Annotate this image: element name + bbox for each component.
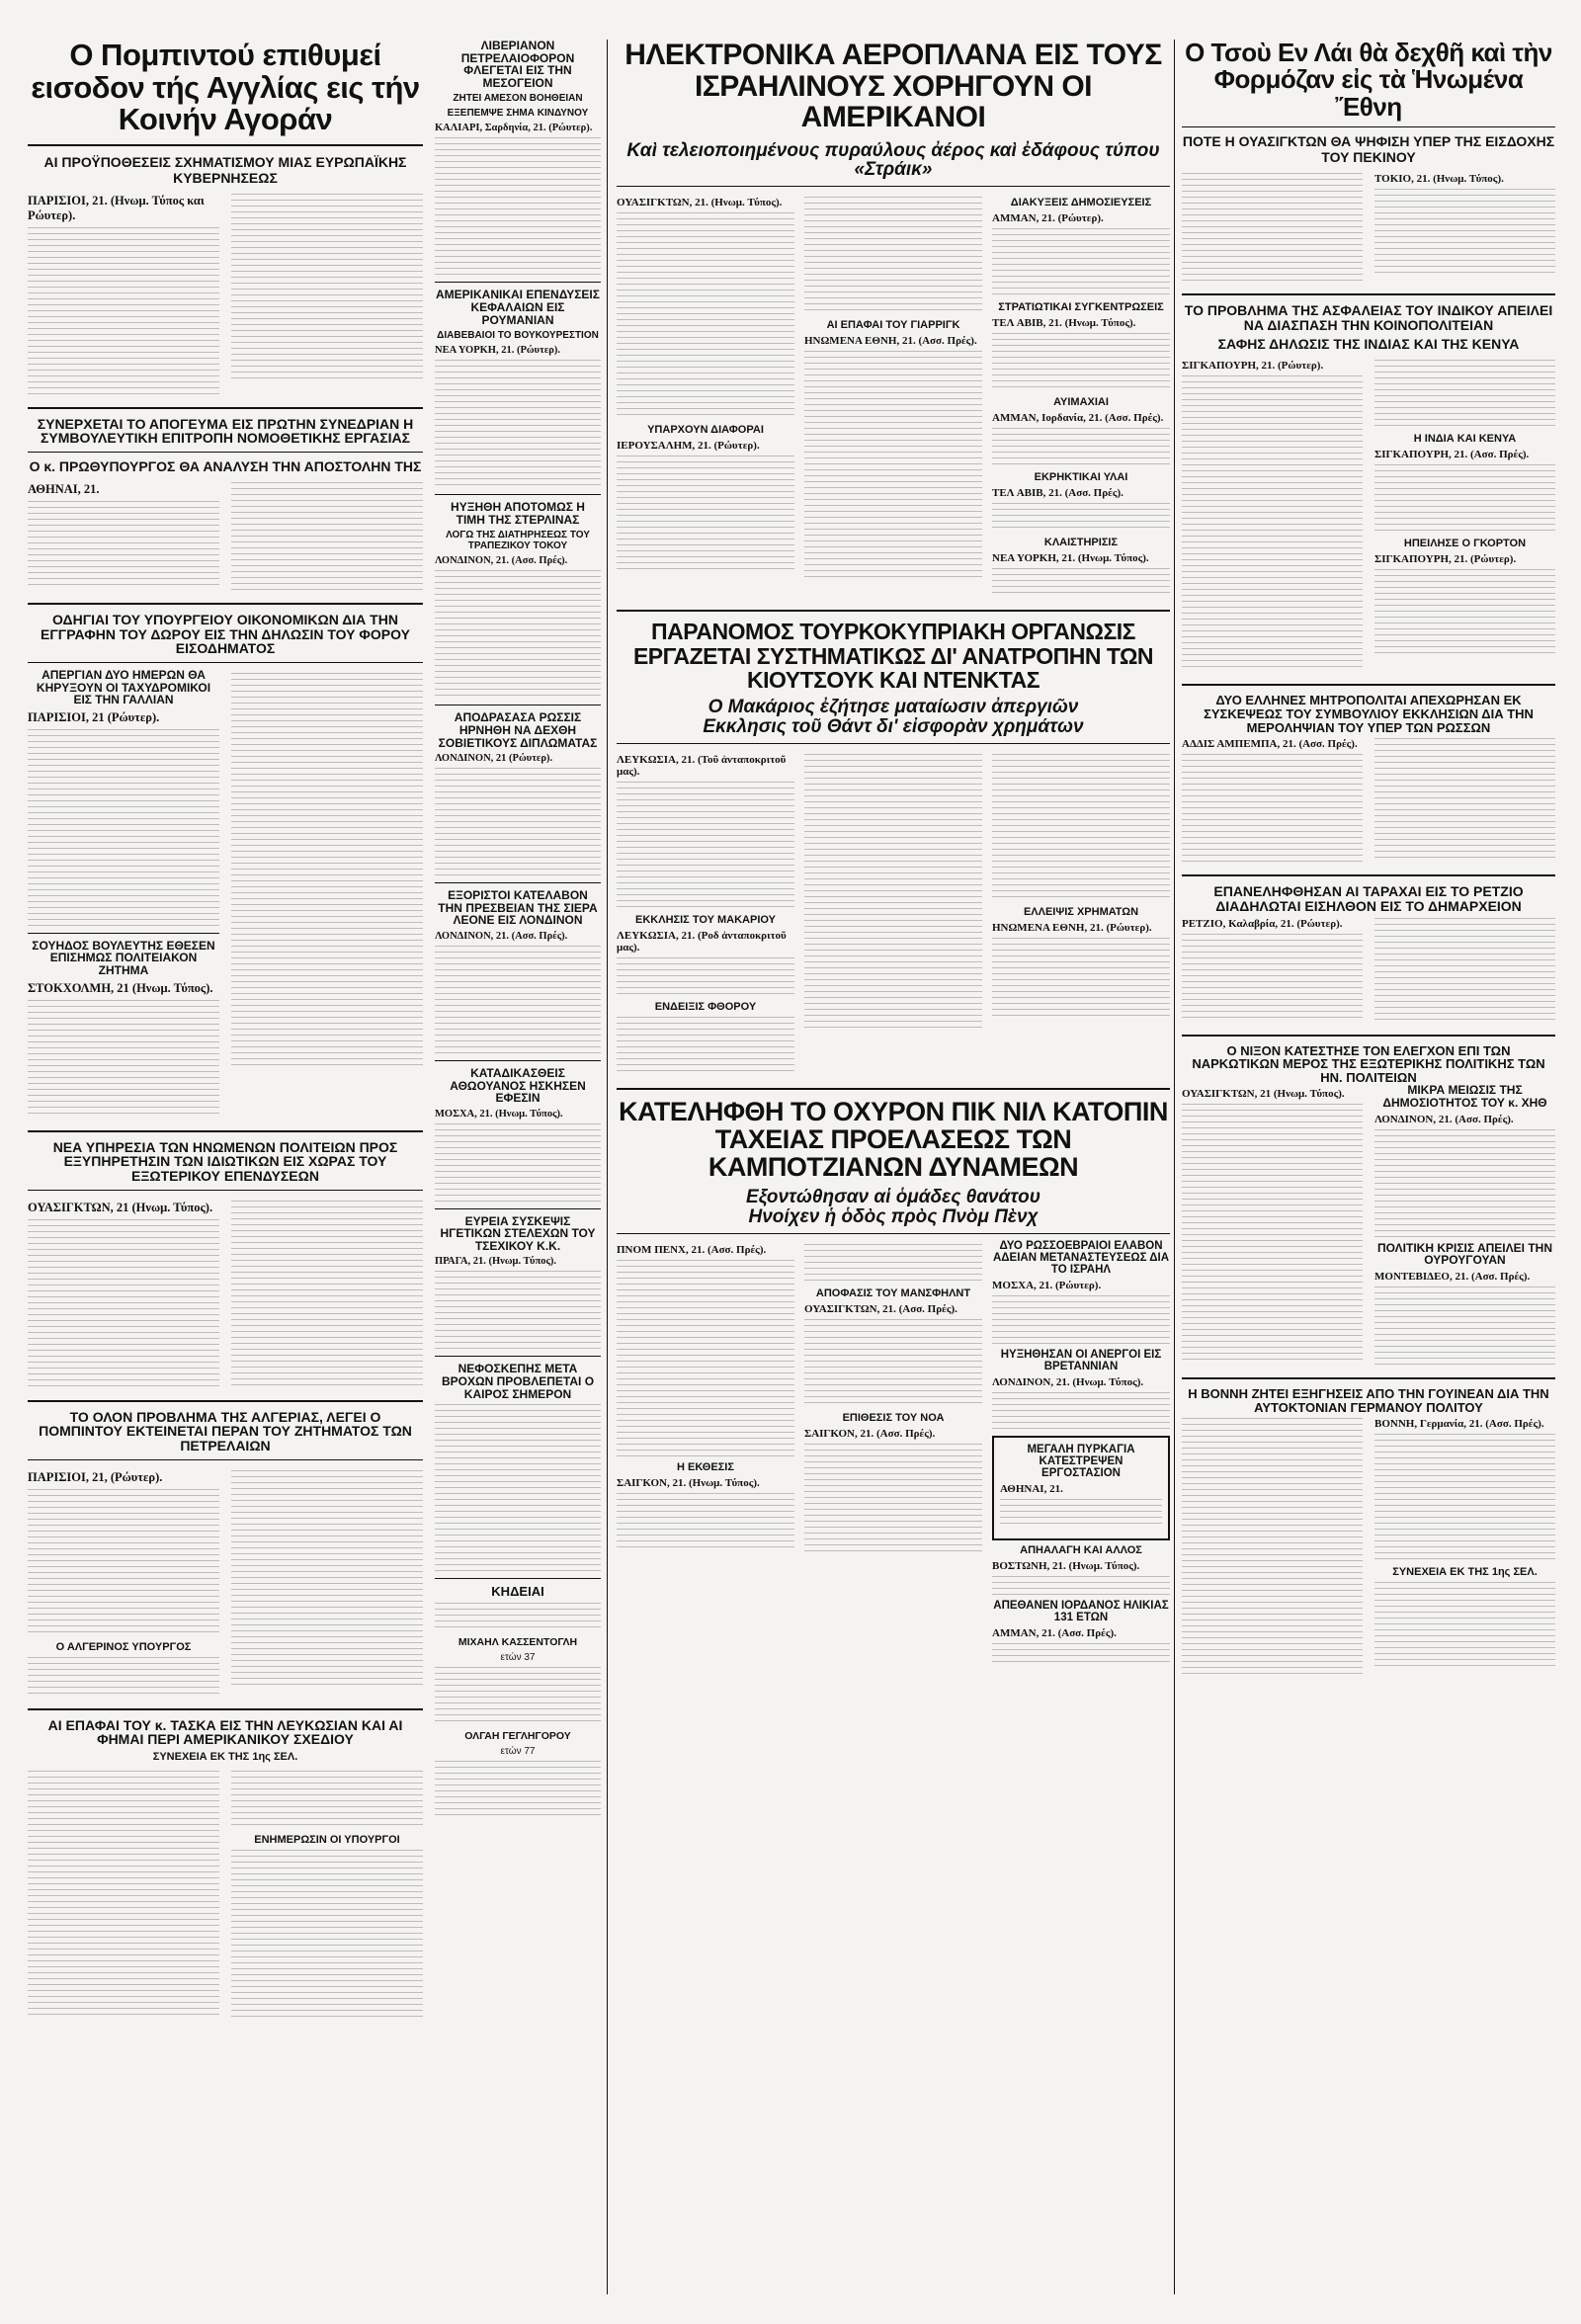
dateline: ΤΕΛ ΑΒΙΒ, 21. (Ηνωμ. Τύπος). [992,317,1136,330]
column-divider [607,40,608,2294]
article-subtitle: ΖΗΤΕΙ ΑΜΕΣΟΝ ΒΟΗΘΕΙΑΝ [453,93,583,105]
dateline: ΤΕΛ ΑΒΙΒ, 21. (Ασσ. Πρές). [992,487,1123,500]
dateline: ΣΙΓΚΑΠΟΥΡΗ, 21. (Ρώυτερ). [1374,553,1517,566]
dateline: ΟΥΑΣΙΓΚΤΩΝ, 21. (Ασσ. Πρές). [804,1302,957,1315]
side-heading: ΑΙ ΕΠΑΦΑΙ ΤΟΥ ΓΙΑΡΡΙΓΚ [826,319,960,332]
dateline: ΠΑΡΙΣΙΟΙ, 21 (Ρώυτερ). [28,709,160,724]
dateline: ΑΜΜΑΝ, 21. (Ρώυτερ). [992,212,1104,225]
article-title: ΚΑΤΑΔΙΚΑΣΘΕΙΣ ΑΘΩΟΥΑΝΟΣ ΗΣΚΗΣΕΝ ΕΦΕΣΙΝ [450,1065,586,1106]
side-heading: ΑΠΗΑΛΑΓΗ ΚΑΙ ΑΛΛΟΣ [1020,1544,1142,1557]
column-1 [28,40,423,2022]
dateline: ΠΑΡΙΣΙΟΙ, 21. (Ηνωμ. Τύπος και Ρώυτερ). [28,193,205,222]
article-romania-investments [435,289,601,488]
dateline: ΑΜΜΑΝ, Ιορδανία, 21. (Ασσ. Πρές). [992,412,1164,425]
article-subtitle: Καὶ τελειοποιημένους πυραύλους ἀέρος καὶ ἐδάφους τύπου «Στράικ» [626,139,1160,181]
dateline: ΤΟΚΙΟ, 21. (Ηνωμ. Τύπος). [1374,172,1504,185]
dateline: ΜΟΝΤΕΒΙΔΕΟ, 21. (Ασσ. Πρές). [1374,1270,1531,1283]
article-title: ΔΥΟ ΕΛΛΗΝΕΣ ΜΗΤΡΟΠΟΛΙΤΑΙ ΑΠΕΧΩΡΗΣΑΝ ΕΚ ΣΥΣΚΕΨΕΩΣ ΤΟΥ ΣΥΜΒΟΥΛΙΟΥ ΕΚΚΛΗΣΙΩΝ ΔΙΑ ΤΗΝ ΜΕΡΟΛΗΨΙΑΝ ΤΟΥ ΥΠΕΡ ΤΩΝ ΡΩΣΣΩΝ [1204,693,1534,735]
dateline: ΡΕΤΖΙΟ, Καλαβρία, 21. (Ρώυτερ). [1182,917,1343,930]
article-title: ΝΕΑ ΥΠΗΡΕΣΙΑ ΤΩΝ ΗΝΩΜΕΝΩΝ ΠΟΛΙΤΕΙΩΝ ΠΡΟΣ ΕΞΥΠΗΡΕΤΗΣΙΝ ΤΩΝ ΙΔΙΩΤΙΚΩΝ ΕΙΣ ΧΩΡΑΣ ΤΟΥ ΕΞΩΤΕΡΙΚΟΥ ΕΠΕΝΔΥΣΕΩΝ [52,1138,398,1185]
article-title: ΠΟΛΙΤΙΚΗ ΚΡΙΣΙΣ ΑΠΕΙΛΕΙ ΤΗΝ ΟΥΡΟΥΓΟΥΑΝ [1377,1240,1552,1268]
dateline: ΒΟΣΤΩΝΗ, 21. (Ηνωμ. Τύπος). [992,1560,1140,1573]
article-appeal [435,1067,601,1203]
article-funerals [435,1585,601,1820]
article-title: Ο Πομπιντού επιθυμεί εισοδον τής Αγγλίας εις τήν Κοινήν Αγοράν [31,38,420,137]
article-title: ΑΠΕΘΑΝΕΝ ΙΟΡΔΑΝΟΣ ΗΛΙΚΙΑΣ 131 ΕΤΩΝ [993,1600,1169,1624]
article-indian-ocean [1182,303,1555,676]
column-divider [1174,40,1175,2294]
continuation-note: ΣΥΝΕΧΕΙΑ ΕΚ ΤΗΣ 1ης ΣΕΛ. [1392,1566,1538,1579]
article-title: ΠΑΡΑΝΟΜΟΣ ΤΟΥΡΚΟΚΥΠΡΙΑΚΗ ΟΡΓΑΝΩΣΙΣ ΕΡΓΑΖΕΤΑΙ ΣΥΣΤΗΜΑΤΙΚΩΣ ΔΙ' ΑΝΑΤΡΟΠΗΝ ΤΩΝ ΚΙΟΥΤΣΟΥΚ ΚΑΙ ΝΤΕΝΚΤΑΣ [632,619,1154,693]
article-liberian-tanker [435,40,601,276]
side-heading: ΕΠΙΘΕΣΙΣ ΤΟΥ ΝΟΑ [842,1411,945,1424]
article-title: Η ΒΟΝΝΗ ΖΗΤΕΙ ΕΞΗΓΗΣΕΙΣ ΑΠΟ ΤΗΝ ΓΟΥΙΝΕΑΝ ΔΙΑ ΤΗΝ ΑΥΤΟΚΤΟΝΙΑΝ ΓΕΡΜΑΝΟΥ ΠΟΛΙΤΟΥ [1188,1385,1549,1415]
article-algeria [28,1410,423,1701]
article-title: ΔΥΟ ΡΩΣΣΟΕΒΡΑΙΟΙ ΕΛΑΒΟΝ ΑΔΕΙΑΝ ΜΕΤΑΝΑΣΤΕΥΣΕΩΣ ΔΙΑ ΤΟ ΙΣΡΑΗΛ [992,1239,1170,1276]
article-bonn-guinea [1182,1387,1555,1679]
dateline: ΟΥΑΣΙΓΚΤΩΝ, 21 (Ηνωμ. Τύπος). [1182,1088,1345,1101]
article-electronic-planes [617,40,1170,602]
article-subtitle: ΑΙ ΠΡΟΫΠΟΘΕΣΕΙΣ ΣΧΗΜΑΤΙΣΜΟΥ ΜΙΑΣ ΕΥΡΩΠΑΪΚΗΣ ΚΥΒΕΡΝΗΣΕΩΣ [43,153,407,186]
dateline: ΑΘΗΝΑΙ, 21. [1000,1483,1063,1496]
article-title: ΑΠΟΔΡΑΣΑΣΑ ΡΩΣΣΙΣ ΗΡΝΗΘΗ ΝΑ ΔΕΧΘΗ ΣΟΒΙΕΤΙΚΟΥΣ ΔΙΠΛΩΜΑΤΑΣ [438,710,598,750]
article-metropolitans [1182,694,1555,867]
article-title: ΜΕΓΑΛΗ ΠΥΡΚΑΓΙΑ ΚΑΤΕΣΤΡΕΨΕΝ ΕΡΓΟΣΤΑΣΙΟΝ [1027,1443,1135,1480]
article-subtitle: Ο Μακάριος ἐζήτησε ματαίωσιν ἀπεργιῶν [707,696,1079,717]
article-subtitle: ΛΟΓΩ ΤΗΣ ΔΙΑΤΗΡΗΣΕΩΣ ΤΟΥ ΤΡΑΠΕΖΙΚΟΥ ΤΟΚΟΥ [446,530,590,552]
article-title: ΣΟΥΗΔΟΣ ΒΟΥΛΕΥΤΗΣ ΕΘΕΣΕΝ ΕΠΙΣΗΜΩΣ ΠΟΛΙΤΕΙΑΚΟΝ ΖΗΤΗΜΑ [32,938,215,978]
dateline: ΛΟΝΔΙΝΟΝ, 21. (Ασσ. Πρές). [435,555,568,567]
dateline: ΛΟΝΔΙΝΟΝ, 21 (Ρώυτερ). [435,753,553,765]
funeral-name: ΟΛΓΑΗ ΓΕΓΛΗΓΟΡΟΥ [464,1729,571,1742]
article-title: ΗΥΞΗΘΗΣΑΝ ΟΙ ΑΝΕΡΓΟΙ ΕΙΣ ΒΡΕΤΑΝΝΙΑΝ [1000,1348,1162,1372]
article-turkish-cypriot [617,620,1170,1079]
dateline: ΗΝΩΜΕΝΑ ΕΘΝΗ, 21. (Ρώυτερ). [992,921,1152,934]
dateline: ΑΜΜΑΝ, 21. (Ασσ. Πρές). [992,1627,1117,1640]
article-pompidou-britain [28,40,423,399]
dateline: ΙΕΡΟΥΣΑΛΗΜ, 21. (Ρώυτερ). [617,440,760,453]
dateline: ΛΕΥΚΩΣΙΑ, 21. (Τοῦ ἀνταποκριτοῦ μας). [617,753,787,778]
article-title: ΕΞΟΡΙΣΤΟΙ ΚΑΤΕΛΑΒΟΝ ΤΗΝ ΠΡΕΣΒΕΙΑΝ ΤΗΣ ΣΙΕΡΑ ΛΕΟΝΕ ΕΙΣ ΛΟΝΔΙΝΟΝ [438,888,598,928]
side-heading: ΚΛΑΙΣΤΗΡΙΣΙΣ [1043,537,1119,549]
dateline: ΒΟΝΝΗ, Γερμανία, 21. (Ασσ. Πρές). [1374,1418,1544,1431]
dateline: ΛΟΝΔΙΝΟΝ, 21. (Ασσ. Πρές). [1374,1113,1514,1125]
article-title: ΤΟ ΟΛΟΝ ΠΡΟΒΛΗΜΑ ΤΗΣ ΑΛΓΕΡΙΑΣ, ΛΕΓΕΙ Ο ΠΟΜΠΙΝΤΟΥ ΕΚΤΕΙΝΕΤΑΙ ΠΕΡΑΝ ΤΟΥ ΖΗΤΗΜΑΤΟΣ ΤΩΝ ΠΕΤΡΕΛΑΙΩΝ [39,1408,412,1454]
article-title: ΕΠΑΝΕΛΗΦΘΗΣΑΝ ΑΙ ΤΑΡΑΧΑΙ ΕΙΣ ΤΟ ΡΕΤΖΙΟ ΔΙΑΔΗΛΩΤΑΙ ΕΙΣΗΛΘΟΝ ΕΙΣ ΤΟ ΔΗΜΑΡΧΕΙΟΝ [1213,883,1524,914]
dateline: ΠΡΑΓΑ, 21. (Ηνωμ. Τύπος). [435,1256,557,1268]
article-advisory-committee [28,417,423,595]
dateline: ΛΕΥΚΩΣΙΑ, 21. (Ροδ ἀνταποκριτοῦ μας). [617,929,787,954]
dateline: ΝΕΑ ΥΟΡΚΗ, 21. (Ρώυτερ). [435,345,561,357]
article-subtitle: ΔΙΑΒΕΒΑΙΟΙ ΤΟ ΒΟΥΚΟΥΡΕΣΤΙΟΝ [437,330,599,342]
dateline: ΛΟΝΔΙΝΟΝ, 21. (Ηνωμ. Τύπος). [992,1375,1144,1388]
article-title: ΤΟ ΠΡΟΒΛΗΜΑ ΤΗΣ ΑΣΦΑΛΕΙΑΣ ΤΟΥ ΙΝΔΙΚΟΥ ΑΠΕΙΛΕΙ ΝΑ ΔΙΑΣΠΑΣΗ ΤΗΝ ΚΟΙΝΟΠΟΛΙΤΕΙΑΝ [1184,301,1553,333]
dateline: ΟΥΑΣΙΓΚΤΩΝ, 21 (Ηνωμ. Τύπος). [28,1200,213,1214]
side-heading: Η ΕΚΘΕΣΙΣ [677,1460,734,1473]
article-title: Ο Τσοὺ Εν Λάι θὰ δεχθῆ καὶ τὴν Φορμόζαν εἰς τὰ Ἡνωμένα Ἔθνη [1185,38,1552,122]
side-heading: ΕΛΛΕΙΨΙΣ ΧΡΗΜΑΤΩΝ [1023,905,1139,918]
article-tax-instructions [28,613,423,1122]
article-title: ΑΜΕΡΙΚΑΝΙΚΑΙ ΕΠΕΝΔΥΣΕΙΣ ΚΕΦΑΛΑΙΩΝ ΕΙΣ ΡΟΥΜΑΝΙΑΝ [436,288,600,327]
article-chou-en-lai [1182,40,1555,286]
article-title: ΟΔΗΓΙΑΙ ΤΟΥ ΥΠΟΥΡΓΕΙΟΥ ΟΙΚΟΝΟΜΙΚΩΝ ΔΙΑ ΤΗΝ ΕΓΓΡΑΦΗΝ ΤΟΥ ΔΩΡΟΥ ΕΙΣ ΤΗΝ ΔΗΛΩΣΙΝ ΤΟΥ ΦΟΡΟΥ ΕΙΣΟΔΗΜΑΤΟΣ [41,612,410,657]
side-heading: ΔΙΑΚΥΞΕΙΣ ΔΗΜΟΣΙΕΥΣΕΙΣ [1010,197,1152,209]
side-heading: ΑΠΟΦΑΣΙΣ ΤΟΥ ΜΑΝΣΦΗΛΝΤ [815,1286,971,1299]
article-weather [435,1363,601,1572]
dateline: ΛΟΝΔΙΝΟΝ, 21. (Ασσ. Πρές). [435,930,568,942]
article-subtitle: Εξοντώθησαν αἱ ὁμάδες θανάτου [746,1186,1040,1207]
article-title: Ο ΝΙΞΟΝ ΚΑΤΕΣΤΗΣΕ ΤΟΝ ΕΛΕΓΧΟΝ ΕΠΙ ΤΩΝ ΝΑΡΚΩΤΙΚΩΝ ΜΕΡΟΣ ΤΗΣ ΕΞΩΤΕΡΙΚΗΣ ΠΟΛΙΤΙΚΗΣ ΤΩΝ ΗΝ. ΠΟΛΙΤΕΙΩΝ [1192,1042,1545,1085]
article-title: ΑΠΕΡΓΙΑΝ ΔΥΟ ΗΜΕΡΩΝ ΘΑ ΚΗΡΥΞΟΥΝ ΟΙ ΤΑΧΥΔΡΟΜΙΚΟΙ ΕΙΣ ΤΗΝ ΓΑΛΛΙΑΝ [36,668,211,707]
dateline: ΣΤΟΚΧΟΛΜΗ, 21 (Ηνωμ. Τύπος). [28,980,213,995]
dateline: ΠΝΟΜ ΠΕΝΧ, 21. (Ασσ. Πρές). [617,1243,767,1256]
side-heading: ΥΠΑΡΧΟΥΝ ΔΙΑΦΟΡΑΙ [647,424,764,437]
dateline: ΟΥΑΣΙΓΚΤΩΝ, 21. (Ηνωμ. Τύπος). [617,197,783,209]
column-3 [617,40,1170,1667]
article-subtitle: ΠΟΤΕ Η ΟΥΑΣΙΓΚΤΩΝ ΘΑ ΨΗΦΙΣΗ ΥΠΕΡ ΤΗΣ ΕΙΣΔΟΧΗΣ ΤΟΥ ΠΕΚΙΝΟΥ [1182,132,1555,165]
dateline: ΝΕΑ ΥΟΡΚΗ, 21. (Ηνωμ. Τύπος). [992,552,1149,565]
article-title: ΚΑΤΕΛΗΦΘΗ ΤΟ ΟΧΥΡΟΝ ΠΙΚ ΝΙΛ ΚΑΤΟΠΙΝ ΤΑΧΕΙΑΣ ΠΡΟΕΛΑΣΕΩΣ ΤΩΝ ΚΑΜΠΟΤΖΙΑΝΩΝ ΔΥΝΑΜΕΩΝ [619,1096,1168,1183]
dateline: ΑΘΗΝΑΙ, 21. [28,482,100,497]
article-title: ΚΗΔΕΙΑΙ [491,1584,544,1600]
dateline: ΑΔΔΙΣ ΑΜΠΕΜΠΑ, 21. (Ασσ. Πρές). [1182,738,1358,751]
dateline: ΚΑΛΙΑΡΙ, Σαρδηνία, 21. (Ρώυτερ). [435,123,593,134]
article-subtitle: Ηνοίχεν ἡ ὁδὸς πρὸς Πνὸμ Πὲνχ [748,1205,1039,1227]
column-2 [435,40,601,1824]
side-heading: ΣΤΡΑΤΙΩΤΙΚΑΙ ΣΥΓΚΕΝΤΡΩΣΕΙΣ [998,301,1164,314]
side-heading: ΕΚΡΗΚΤΙΚΑΙ ΥΛΑΙ [1034,471,1128,484]
article-reggio-riots [1182,884,1555,1026]
article-subtitle: ΕΞΕΠΕΜΨΕ ΣΗΜΑ ΚΙΝΔΥΝΟΥ [447,108,589,120]
dateline: ΣΙΓΚΑΠΟΥΡΗ, 21. (Ασσ. Πρές). [1374,449,1530,461]
article-nixon-narcotics [1182,1044,1555,1370]
funeral-age: ετών 77 [500,1745,536,1757]
side-heading: ΗΠΕΙΛΗΣΕ Ο ΓΚΟΡΤΟΝ [1403,538,1527,550]
dateline: ΜΟΣΧΑ, 21. (Ρώυτερ). [992,1279,1102,1291]
dateline: ΣΑΙΓΚΟΝ, 21. (Ηνωμ. Τύπος). [617,1476,760,1489]
article-us-investments [28,1140,423,1392]
side-heading: Η ΙΝΔΙΑ ΚΑΙ ΚΕΝΥΑ [1413,433,1517,446]
funeral-name: ΜΙΧΑΗΛ ΚΑΣΣΕΝΤΟΓΛΗ [458,1635,578,1648]
article-subtitle: ΣΑΦΗΣ ΔΗΛΩΣΙΣ ΤΗΣ ΙΝΔΙΑΣ ΚΑΙ ΤΗΣ ΚΕΝΥΑ [1217,336,1520,353]
article-title: ΑΙ ΕΠΑΦΑΙ ΤΟΥ κ. ΤΑΣΚΑ ΕΙΣ ΤΗΝ ΛΕΥΚΩΣΙΑΝ ΚΑΙ ΑΙ ΦΗΜΑΙ ΠΕΡΙ ΑΜΕΡΙΚΑΝΙΚΟΥ ΣΧΕΔΙΟΥ [47,1716,403,1748]
side-heading: Ο ΑΛΓΕΡΙΝΟΣ ΥΠΟΥΡΓΟΣ [55,1640,192,1653]
article-title: ΗΛΕΚΤΡΟΝΙΚΑ ΑΕΡΟΠΛΑΝΑ ΕΙΣ ΤΟΥΣ ΙΣΡΑΗΛΙΝΟΥΣ ΧΟΡΗΓΟΥΝ ΟΙ ΑΜΕΡΙΚΑΝΟΙ [624,39,1162,133]
article-subtitle: Ο κ. ΠΡΩΘΥΠΟΥΡΓΟΣ ΘΑ ΑΝΑΛΥΣΗ ΤΗΝ ΑΠΟΣΤΟΛΗΝ ΤΗΣ [29,458,422,475]
article-title: ΣΥΝΕΡΧΕΤΑΙ ΤΟ ΑΠΟΓΕΥΜΑ ΕΙΣ ΠΡΩΤΗΝ ΣΥΝΕΔΡΙΑΝ Η ΣΥΜΒΟΥΛΕΥΤΙΚΗ ΕΠΙΤΡΟΠΗ ΝΟΜΟΘΕΤΙΚΗΣ ΕΡΓΑΣΙΑΣ [37,415,414,447]
article-subtitle: Εκκλησις τοῦ Θάντ δι' εἰσφορὰν χρημάτων [703,715,1084,737]
side-heading: ΕΝΔΕΙΞΙΣ ΦΘΟΡΟΥ [654,1000,757,1013]
article-title: ΛΙΒΕΡΙΑΝΟΝ ΠΕΤΡΕΛΑΙΟΦΟΡΟΝ ΦΛΕΓΕΤΑΙ ΕΙΣ ΤΗΝ ΜΕΣΟΓΕΙΟΝ [460,39,575,90]
dateline: ΗΝΩΜΕΝΑ ΕΘΝΗ, 21. (Ασσ. Πρές). [804,335,977,348]
article-title: ΗΥΞΗΘΗ ΑΠΟΤΟΜΩΣ Η ΤΙΜΗ ΤΗΣ ΣΤΕΡΛΙΝΑΣ [451,500,585,527]
continuation-note: ΣΥΝΕΧΕΙΑ ΕΚ ΤΗΣ 1ης ΣΕΛ. [152,1751,298,1764]
article-czech-meeting [435,1215,601,1351]
article-sierra-leone-embassy [435,889,601,1054]
article-escaped-russian [435,711,601,876]
dateline: ΜΟΣΧΑ, 21. (Ηνωμ. Τύπος). [435,1108,563,1120]
dateline: ΣΑΙΓΚΟΝ, 21. (Ασσ. Πρές). [804,1427,936,1440]
funeral-age: ετών 37 [500,1651,536,1663]
article-title: ΕΥΡΕΙΑ ΣΥΣΚΕΨΙΣ ΗΓΕΤΙΚΩΝ ΣΤΕΛΕΧΩΝ ΤΟΥ ΤΣΕΧΙΚΟΥ Κ.Κ. [440,1213,596,1253]
dateline: ΠΑΡΙΣΙΟΙ, 21, (Ρώυτερ). [28,1469,163,1484]
article-pik-nil [617,1098,1170,1668]
article-tasca-cyprus [28,1718,423,2022]
side-heading: ΑΥΙΜΑΧΙΑΙ [1053,396,1109,409]
article-title: ΝΕΦΟΣΚΕΠΗΣ ΜΕΤΑ ΒΡΟΧΩΝ ΠΡΟΒΛΕΠΕΤΑΙ Ο ΚΑΙΡΟΣ ΣΗΜΕΡΟΝ [441,1362,595,1401]
side-heading: ΕΝΗΜΕΡΩΣΙΝ ΟΙ ΥΠΟΥΡΓΟΙ [254,1834,400,1847]
dateline: ΣΙΓΚΑΠΟΥΡΗ, 21. (Ρώυτερ). [1182,360,1324,373]
article-sterling [435,501,601,699]
side-heading: ΕΚΚΛΗΣΙΣ ΤΟΥ ΜΑΚΑΡΙΟΥ [635,913,776,926]
column-4 [1182,40,1555,1679]
article-title: ΜΙΚΡΑ ΜΕΙΩΣΙΣ ΤΗΣ ΔΗΜΟΣΙΟΤΗΤΟΣ ΤΟΥ κ. ΧΗΘ [1382,1083,1547,1111]
